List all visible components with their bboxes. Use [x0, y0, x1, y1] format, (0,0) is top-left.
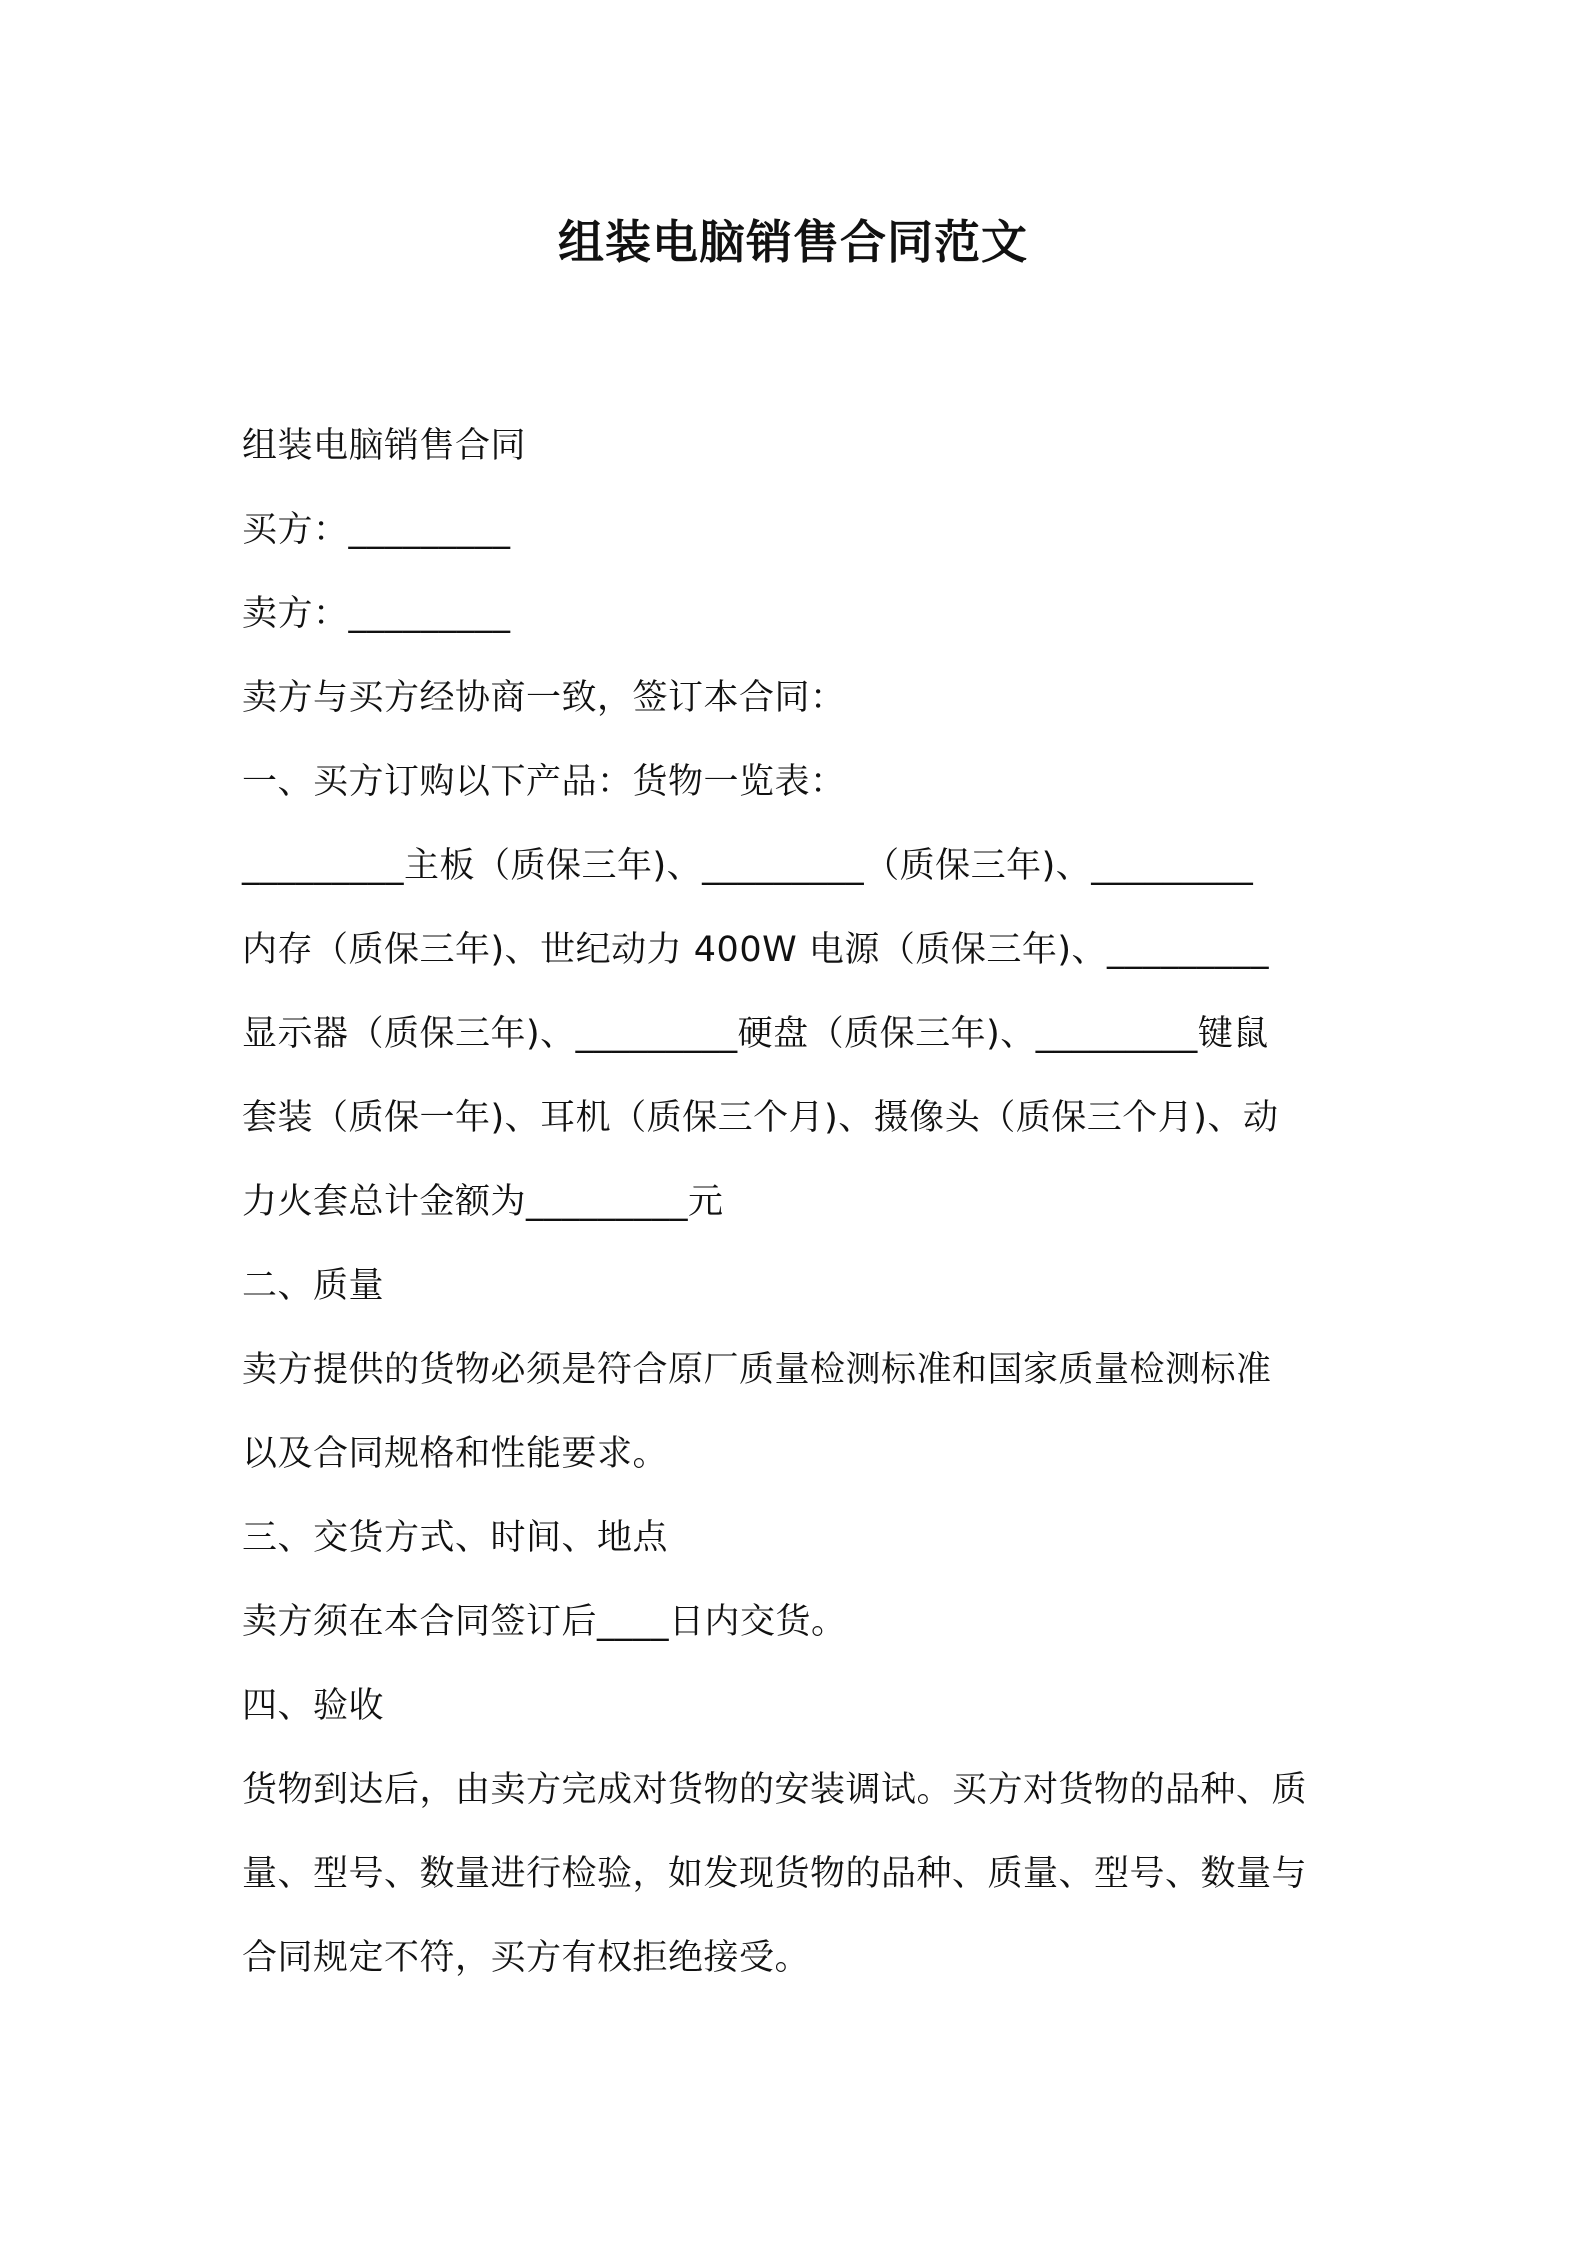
contract-heading: 组装电脑销售合同 — [242, 426, 527, 466]
section-2-heading: 二、质量 — [242, 1266, 385, 1306]
section-4-heading: 四、验收 — [242, 1686, 385, 1726]
acceptance-clause-line: 量、型号、数量进行检验，如发现货物的品种、质量、型号、数量与 — [242, 1854, 1308, 1894]
acceptance-clause-line: 货物到达后，由卖方完成对货物的安装调试。买方对货物的品种、质 — [242, 1770, 1308, 1810]
total-amount-line: 力火套总计金额为_________元 — [242, 1182, 724, 1222]
acceptance-clause-line: 合同规定不符，买方有权拒绝接受。 — [242, 1938, 811, 1978]
delivery-clause: 卖方须在本合同签订后____日内交货。 — [242, 1602, 847, 1642]
product-list-line: 显示器（质保三年)、_________硬盘（质保三年)、_________键鼠 — [242, 1014, 1269, 1054]
document-body — [242, 404, 1362, 2000]
quality-clause-line: 卖方提供的货物必须是符合原厂质量检测标准和国家质量检测标准 — [242, 1350, 1272, 1390]
document-title: 组装电脑销售合同范文 — [558, 215, 1028, 269]
section-3-heading: 三、交货方式、时间、地点 — [242, 1518, 669, 1558]
section-1-heading: 一、买方订购以下产品：货物一览表： — [242, 762, 846, 802]
seller-line: 卖方：_________ — [242, 594, 511, 634]
product-list-line: _________主板（质保三年)、_________（质保三年)、_________ — [242, 846, 1254, 886]
buyer-line: 买方：_________ — [242, 510, 511, 550]
product-list-line: 套装（质保一年)、耳机（质保三个月)、摄像头（质保三个月)、动 — [242, 1098, 1279, 1138]
agreement-intro: 卖方与买方经协商一致，签订本合同： — [242, 678, 846, 718]
product-list-line: 内存（质保三年)、世纪动力 400W 电源（质保三年)、_________ — [242, 930, 1269, 970]
quality-clause-line: 以及合同规格和性能要求。 — [242, 1434, 669, 1474]
